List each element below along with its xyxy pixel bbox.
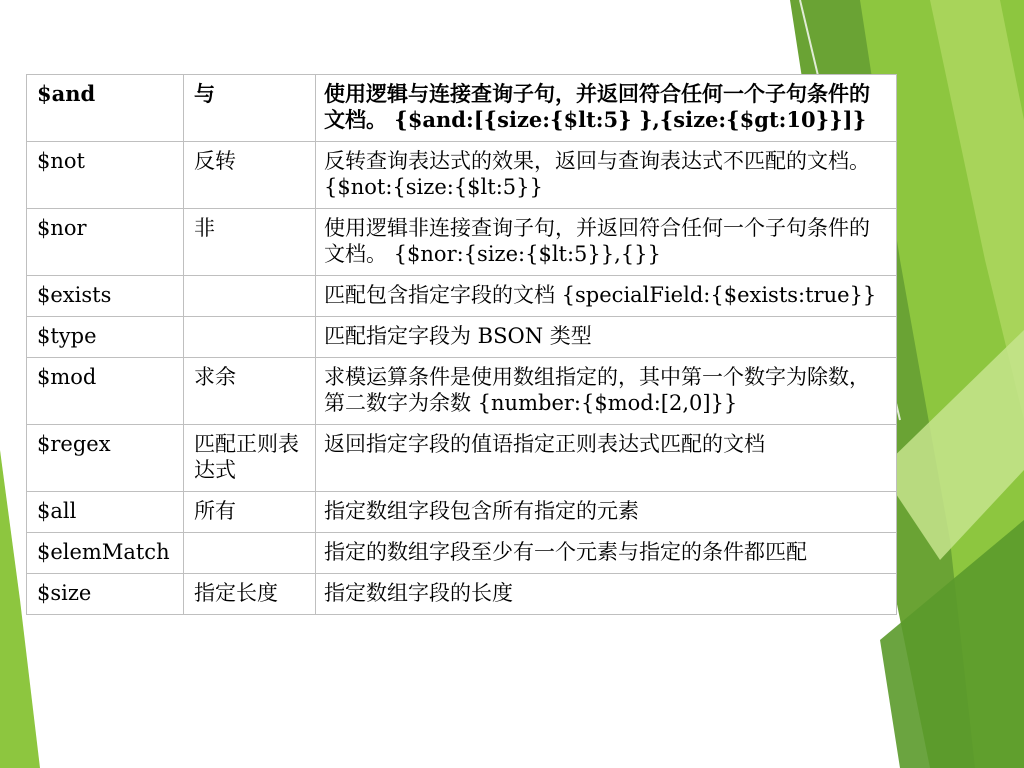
table-row: [27, 574, 897, 615]
table-row: [27, 492, 897, 533]
meaning-cell: 指定长度: [184, 574, 316, 615]
description-cell: 返回指定字段的值语指定正则表达式匹配的文档: [316, 425, 897, 492]
operator-cell: $not: [27, 142, 184, 209]
operator-cell: $mod: [27, 358, 184, 425]
description-cell: 指定数组字段的长度: [316, 574, 897, 615]
description-cell: 匹配包含指定字段的文档 {specialField:{$exists:true}}: [316, 276, 897, 317]
table-row: [27, 317, 897, 358]
description-cell: 反转查询表达式的效果，返回与查询表达式不匹配的文档。 {$not:{size:{$lt:5}}: [316, 142, 897, 209]
description-cell: 使用逻辑与连接查询子句，并返回符合任何一个子句条件的文档。 {$and:[{size:{$lt:5} },{size:{$gt:10}}]}: [316, 75, 897, 142]
operator-cell: $and: [27, 75, 184, 142]
table-row: [27, 425, 897, 492]
table-row: [27, 276, 897, 317]
description-cell: 求模运算条件是使用数组指定的，其中第一个数字为除数，第二数字为余数 {number:{$mod:[2,0]}}: [316, 358, 897, 425]
meaning-cell: 求余: [184, 358, 316, 425]
description-cell: 指定数组字段包含所有指定的元素: [316, 492, 897, 533]
table-row: [27, 209, 897, 276]
operator-cell: $elemMatch: [27, 533, 184, 574]
operator-cell: $all: [27, 492, 184, 533]
table-row: [27, 358, 897, 425]
operator-cell: $size: [27, 574, 184, 615]
table-row: [27, 75, 897, 142]
meaning-cell: 与: [184, 75, 316, 142]
table-row: [27, 142, 897, 209]
meaning-cell: 反转: [184, 142, 316, 209]
operators-table-container: [26, 74, 896, 615]
operators-table: [26, 74, 897, 615]
description-cell: 匹配指定字段为 BSON 类型: [316, 317, 897, 358]
meaning-cell: [184, 276, 316, 317]
operators-table-body: [27, 75, 897, 615]
meaning-cell: 所有: [184, 492, 316, 533]
operator-cell: $type: [27, 317, 184, 358]
meaning-cell: 非: [184, 209, 316, 276]
meaning-cell: [184, 533, 316, 574]
table-row: [27, 533, 897, 574]
operator-cell: $exists: [27, 276, 184, 317]
description-cell: 指定的数组字段至少有一个元素与指定的条件都匹配: [316, 533, 897, 574]
description-cell: 使用逻辑非连接查询子句，并返回符合任何一个子句条件的文档。 {$nor:{size:{$lt:5}},{}}: [316, 209, 897, 276]
meaning-cell: 匹配正则表达式: [184, 425, 316, 492]
operator-cell: $nor: [27, 209, 184, 276]
operator-cell: $regex: [27, 425, 184, 492]
meaning-cell: [184, 317, 316, 358]
